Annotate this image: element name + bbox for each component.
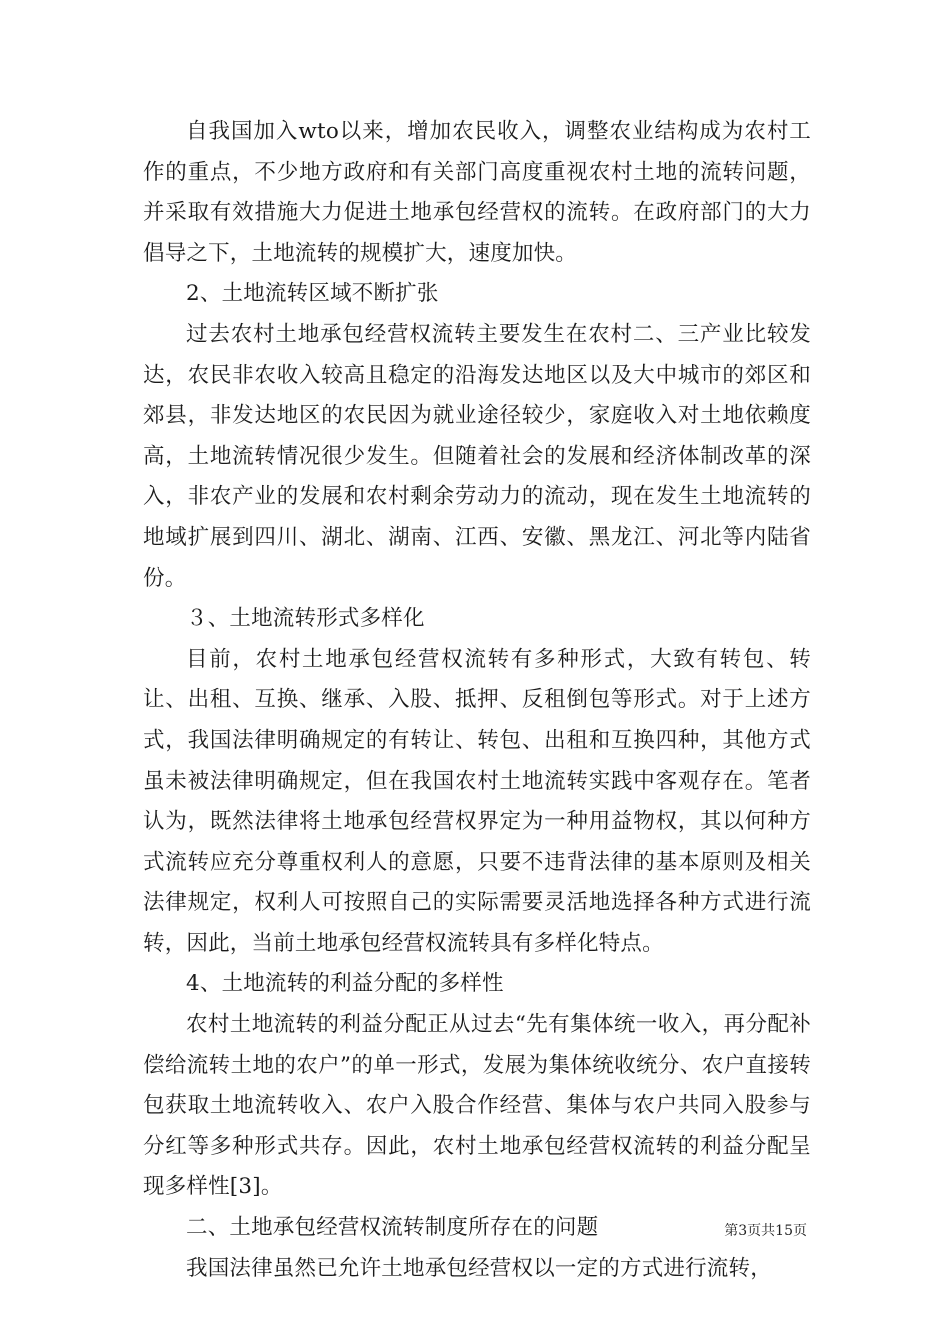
paragraph-transfer-forms: 目前，农村土地承包经营权流转有多种形式，大致有转包、转让、出租、互换、继承、入股、抵押、反租倒包等形式。对于上述方式，我国法律明确规定的有转让、转包、出租和互换四种，其他方式虽未被法律明确规定，但在我国农村土地流转实践中客观存在。笔者认为，既然法律将土地承包经营权界定为一种用益物权，其以何种方式流转应充分尊重权利人的意愿，只要不违背法律的基本原则及相关法律规定，权利人可按照自己的实际需要灵活地选择各种方式进行流转，因此，当前土地承包经营权流转具有多样化特点。 bbox=[143, 646, 811, 956]
section-heading-3: ３、土地流转形式多样化 bbox=[186, 606, 425, 632]
paragraph-wto-intro: 自我国加入wto以来，增加农民收入，调整农业结构成为农村工作的重点，不少地方政府和有关部门高度重视农村土地的流转问题，并采取有效措施大力促进土地承包经营权的流转。在政府部门的大力倡导之下，土地流转的规模扩大，速度加快。 bbox=[143, 119, 811, 266]
section-heading-2: 2、土地流转区域不断扩张 bbox=[186, 281, 439, 307]
section-heading-4: 4、土地流转的利益分配的多样性 bbox=[186, 971, 504, 997]
section-heading-problems: 二、土地承包经营权流转制度所存在的问题 bbox=[186, 1215, 599, 1241]
paragraph-benefit-distribution: 农村土地流转的利益分配正从过去“先有集体统一收入，再分配补偿给流转土地的农户”的单一形式，发展为集体统收统分、农户直接转包获取土地流转收入、农户入股合作经营、集体与农户共同入股参与分红等多种形式共存。因此，农村土地承包经营权流转的利益分配呈现多样性[3]。 bbox=[143, 1012, 811, 1200]
body-text bbox=[143, 112, 811, 1289]
page-number-footer: 第3页共15页 bbox=[724, 1223, 807, 1239]
paragraph-problems-intro: 我国法律虽然已允许土地承包经营权以一定的方式进行流转， bbox=[186, 1255, 772, 1281]
paragraph-region-expansion: 过去农村土地承包经营权流转主要发生在农村二、三产业比较发达，农民非农收入较高且稳定的沿海发达地区以及大中城市的郊区和郊县，非发达地区的农民因为就业途径较少，家庭收入对土地依赖度高，土地流转情况很少发生。但随着社会的发展和经济体制改革的深入，非农产业的发展和农村剩余劳动力的流动，现在发生土地流转的地域扩展到四川、湖北、湖南、江西、安徽、黑龙江、河北等内陆省份。 bbox=[143, 321, 811, 591]
